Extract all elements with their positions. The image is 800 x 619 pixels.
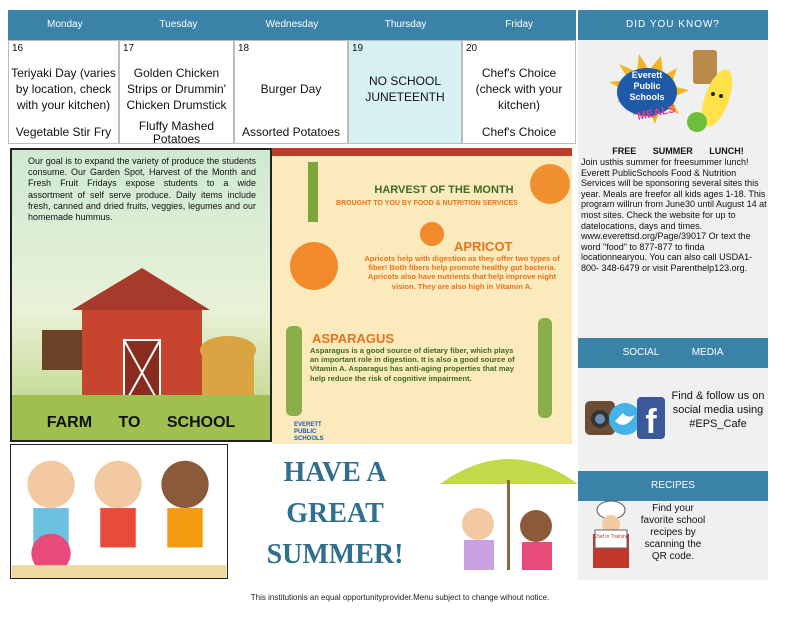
date-number: 18: [238, 43, 250, 54]
day-friday: Friday: [505, 19, 534, 30]
svg-text:Schools: Schools: [629, 92, 665, 102]
entree: Teriyaki Day (varies by location, check with your kitchen): [11, 66, 116, 112]
svg-text:EVERETT: EVERETT: [294, 422, 322, 428]
free-summer-lunch-title: FREE SUMMER LUNCH!: [612, 146, 744, 156]
have-a-great-summer: HAVE A GREAT SUMMER!: [266, 457, 404, 570]
day-monday: Monday: [47, 19, 83, 30]
date-number: 20: [466, 43, 478, 54]
farm-to-school-title: FARM TO SCHOOL: [46, 414, 236, 431]
recipes-header: RECIPES: [578, 471, 768, 501]
side-dish: Fluffy Mashed Potatoes: [138, 119, 215, 146]
svg-text:PUBLIC: PUBLIC: [294, 429, 317, 435]
free-lunch-info: Join usthis summer for freesummer lunch! Everett PublicSchools Food & Nutrition Services will be sponsoring several sites this year. Meals are freefor all kids ages 1-18. This program willrun from June30 until August 14 at most sites. Check the website for up to datelocations, days and times. www.everettsd.org/Page/39017 Or text the word "food" to 877-877 to finda locationnearyou. You can also call USDA1-800- 348-6479 or visit Parenthelp123.org.: [581, 157, 767, 273]
entree: Golden Chicken Strips or Drummin' Chicken Drumstick: [126, 66, 227, 112]
svg-text:Everett: Everett: [631, 70, 663, 80]
social-media-header: SOCIAL MEDIA: [578, 338, 768, 368]
svg-text:SCHOOLS: SCHOOLS: [294, 436, 324, 442]
beach-kids-illustration: [10, 444, 228, 579]
day-wednesday: Wednesday: [265, 19, 319, 30]
did-you-know-header: DID YOU KNOW?: [578, 10, 768, 40]
entree: Burger Day: [260, 82, 322, 96]
umbrella-kids-illustration: [440, 444, 578, 579]
svg-text:Public: Public: [633, 81, 661, 91]
asparagus-text: Asparagus is a good source of dietary fiber, which plays an important role in digestion. It is also a good source of Vitamin A. Asparagus has anti-aging properties that may help reduce the risk of cognitive impairment.: [310, 346, 515, 383]
social-icons: [585, 393, 665, 443]
date-number: 16: [12, 43, 24, 54]
side-dish: Chef's Choice: [481, 125, 557, 139]
weekday-header: [8, 10, 576, 40]
svg-text:APRICOT: APRICOT: [454, 239, 513, 254]
svg-text:BROUGHT TO YOU BY FOOD & NUTRI: BROUGHT TO YOU BY FOOD & NUTRITION SERVICES: [336, 200, 518, 207]
svg-text:f: f: [645, 403, 657, 441]
side-dish: Vegetable Stir Fry: [15, 125, 112, 139]
farm-to-school-panel: [10, 148, 272, 442]
menu-cell-20: [462, 40, 576, 144]
menu-cell-18: [234, 40, 348, 144]
harvest-of-the-month-panel: [272, 148, 572, 444]
footer-disclaimer: This institutionis an equal opportunityprovider.Menu subject to change wihout notice.: [250, 593, 550, 602]
menu-cell-17: [119, 40, 234, 144]
holiday-notice: NO SCHOOL JUNETEENTH: [365, 74, 445, 104]
day-thursday: Thursday: [384, 19, 427, 30]
entree: Chef's Choice (check with your kitchen): [475, 66, 563, 112]
menu-cell-19: [348, 40, 462, 144]
svg-text:MEALS: MEALS: [636, 103, 677, 123]
apricot-text: Apricots help with digestion as they offer two types of fiber! Both fibers help promote healthy gut bacteria. Apricots also have nutrients that help improve night vision. They are also high in Vitamin A.: [364, 254, 560, 291]
svg-text:ASPARAGUS: ASPARAGUS: [312, 331, 395, 346]
social-media-text: Find & follow us on social media using #EPS_Cafe: [671, 390, 765, 430]
farm-to-school-description: Our goal is to expand the variety of produce the students consume. Our Garden Spot, Harvest of the Month and Fresh Fruit Fridays expose students to a wide assortment of self serve produce. Daily items include fresh, canned and dried fruits, veggies, legumes and our homemade hummus.: [28, 156, 256, 223]
day-tuesday: Tuesday: [159, 19, 198, 30]
recipes-text: Find your favorite school recipes by scanning the QR code.: [640, 503, 706, 562]
eps-meals-logo: [605, 42, 740, 140]
chef-in-training-icon: [585, 500, 637, 570]
side-dish: Assorted Potatoes: [241, 125, 341, 139]
svg-text:HARVEST OF THE MONTH: HARVEST OF THE MONTH: [374, 184, 514, 196]
date-number: 19: [352, 43, 364, 54]
date-number: 17: [123, 43, 135, 54]
svg-text:Chef in Training: Chef in Training: [593, 534, 629, 540]
menu-cell-16: [8, 40, 119, 144]
